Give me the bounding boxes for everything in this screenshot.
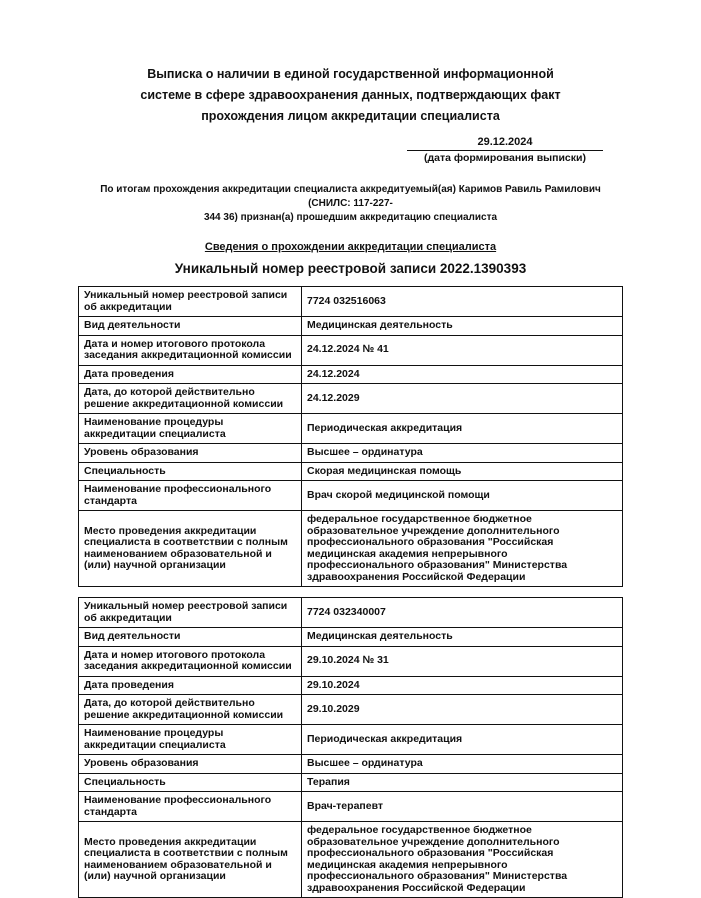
row-value-cell: 24.12.2024 bbox=[302, 365, 623, 384]
document-title-line: Выписка о наличии в единой государственной информационной bbox=[147, 67, 554, 81]
issue-date-value: 29.12.2024 bbox=[407, 136, 603, 151]
table-row bbox=[79, 773, 623, 792]
row-value-cell: Врач-терапевт bbox=[302, 792, 623, 822]
row-label-cell: Уровень образования bbox=[79, 755, 302, 774]
row-value-cell: Врач скорой медицинской помощи bbox=[302, 481, 623, 511]
row-label-cell: Специальность bbox=[79, 773, 302, 792]
row-label-cell: Наименование профессионального стандарта bbox=[79, 792, 302, 822]
row-value-cell: Высшее – ординатура bbox=[302, 755, 623, 774]
row-value-cell: Периодическая аккредитация bbox=[302, 725, 623, 755]
row-label-cell: Дата, до которой действительно решение аккредитационной комиссии bbox=[79, 384, 302, 414]
row-value-cell: Высшее – ординатура bbox=[302, 444, 623, 463]
row-label-cell: Дата проведения bbox=[79, 676, 302, 695]
row-label-cell: Уровень образования bbox=[79, 444, 302, 463]
row-label-cell: Наименование профессионального стандарта bbox=[79, 481, 302, 511]
row-label-cell: Место проведения аккредитации специалиста в соответствии с полным наименованием образовательной и (или) научной организации bbox=[79, 511, 302, 587]
table-row bbox=[79, 317, 623, 336]
row-value-cell: федеральное государственное бюджетное образовательное учреждение дополнительного профессионального образования "Российская медицинская академия непрерывного профессионального образования" Министерства здравоохранения Российской Федерации bbox=[302, 822, 623, 898]
accreditation-table-2 bbox=[78, 597, 623, 898]
row-value-cell: Медицинская деятельность bbox=[302, 317, 623, 336]
table-row bbox=[79, 287, 623, 317]
row-label-cell: Уникальный номер реестровой записи об аккредитации bbox=[79, 287, 302, 317]
row-value-cell: 24.12.2024 № 41 bbox=[302, 335, 623, 365]
row-label-cell: Место проведения аккредитации специалиста в соответствии с полным наименованием образовательной и (или) научной организации bbox=[79, 822, 302, 898]
row-label-cell: Наименование процедуры аккредитации специалиста bbox=[79, 414, 302, 444]
document-title-line: системе в сфере здравоохранения данных, подтверждающих факт bbox=[140, 88, 561, 102]
row-label-cell: Наименование процедуры аккредитации специалиста bbox=[79, 725, 302, 755]
table-row bbox=[79, 481, 623, 511]
table-row bbox=[79, 822, 623, 898]
intro-paragraph bbox=[78, 183, 623, 225]
registry-number-heading: Уникальный номер реестровой записи 2022.1390393 bbox=[174, 261, 527, 276]
row-value-cell: 29.10.2029 bbox=[302, 695, 623, 725]
row-value-cell: 7724 032516063 bbox=[302, 287, 623, 317]
table-row bbox=[79, 598, 623, 628]
row-label-cell: Дата, до которой действительно решение аккредитационной комиссии bbox=[79, 695, 302, 725]
table-row bbox=[79, 384, 623, 414]
accreditation-table-1 bbox=[78, 286, 623, 587]
row-value-cell: Скорая медицинская помощь bbox=[302, 462, 623, 481]
table-row bbox=[79, 365, 623, 384]
table-row bbox=[79, 695, 623, 725]
row-value-cell: 29.10.2024 bbox=[302, 676, 623, 695]
table-row bbox=[79, 628, 623, 647]
row-value-cell: 7724 032340007 bbox=[302, 598, 623, 628]
document-title bbox=[78, 64, 623, 127]
row-value-cell: 29.10.2024 № 31 bbox=[302, 646, 623, 676]
row-value-cell: федеральное государственное бюджетное образовательное учреждение дополнительного профессионального образования "Российская медицинская академия непрерывного профессионального образования" Министерства здравоохранения Российской Федерации bbox=[302, 511, 623, 587]
section-heading: Сведения о прохождении аккредитации специалиста bbox=[204, 241, 497, 253]
table-row bbox=[79, 755, 623, 774]
table-row bbox=[79, 646, 623, 676]
table-row bbox=[79, 444, 623, 463]
row-label-cell: Специальность bbox=[79, 462, 302, 481]
table-row bbox=[79, 792, 623, 822]
table-row bbox=[79, 725, 623, 755]
row-value-cell: Медицинская деятельность bbox=[302, 628, 623, 647]
table-row bbox=[79, 676, 623, 695]
table-row bbox=[79, 511, 623, 587]
table-row bbox=[79, 462, 623, 481]
issue-date-label: (дата формирования выписки) bbox=[424, 152, 586, 164]
row-label-cell: Уникальный номер реестровой записи об аккредитации bbox=[79, 598, 302, 628]
intro-paragraph-line: По итогам прохождения аккредитации специалиста аккредитуемый(ая) Каримов Равиль Рамилович (СНИЛС: 117-227- bbox=[100, 184, 601, 209]
intro-paragraph-line: 344 36) признан(а) прошедшим аккредитацию специалиста bbox=[203, 212, 498, 223]
document-title-line: прохождения лицом аккредитации специалиста bbox=[201, 109, 500, 123]
row-label-cell: Дата и номер итогового протокола заседания аккредитационной комиссии bbox=[79, 646, 302, 676]
issue-date-block bbox=[407, 136, 603, 165]
row-label-cell: Вид деятельности bbox=[79, 628, 302, 647]
row-label-cell: Дата и номер итогового протокола заседания аккредитационной комиссии bbox=[79, 335, 302, 365]
row-value-cell: 24.12.2029 bbox=[302, 384, 623, 414]
row-value-cell: Терапия bbox=[302, 773, 623, 792]
row-label-cell: Дата проведения bbox=[79, 365, 302, 384]
table-row bbox=[79, 335, 623, 365]
row-value-cell: Периодическая аккредитация bbox=[302, 414, 623, 444]
table-row bbox=[79, 414, 623, 444]
row-label-cell: Вид деятельности bbox=[79, 317, 302, 336]
document-page bbox=[78, 0, 623, 898]
